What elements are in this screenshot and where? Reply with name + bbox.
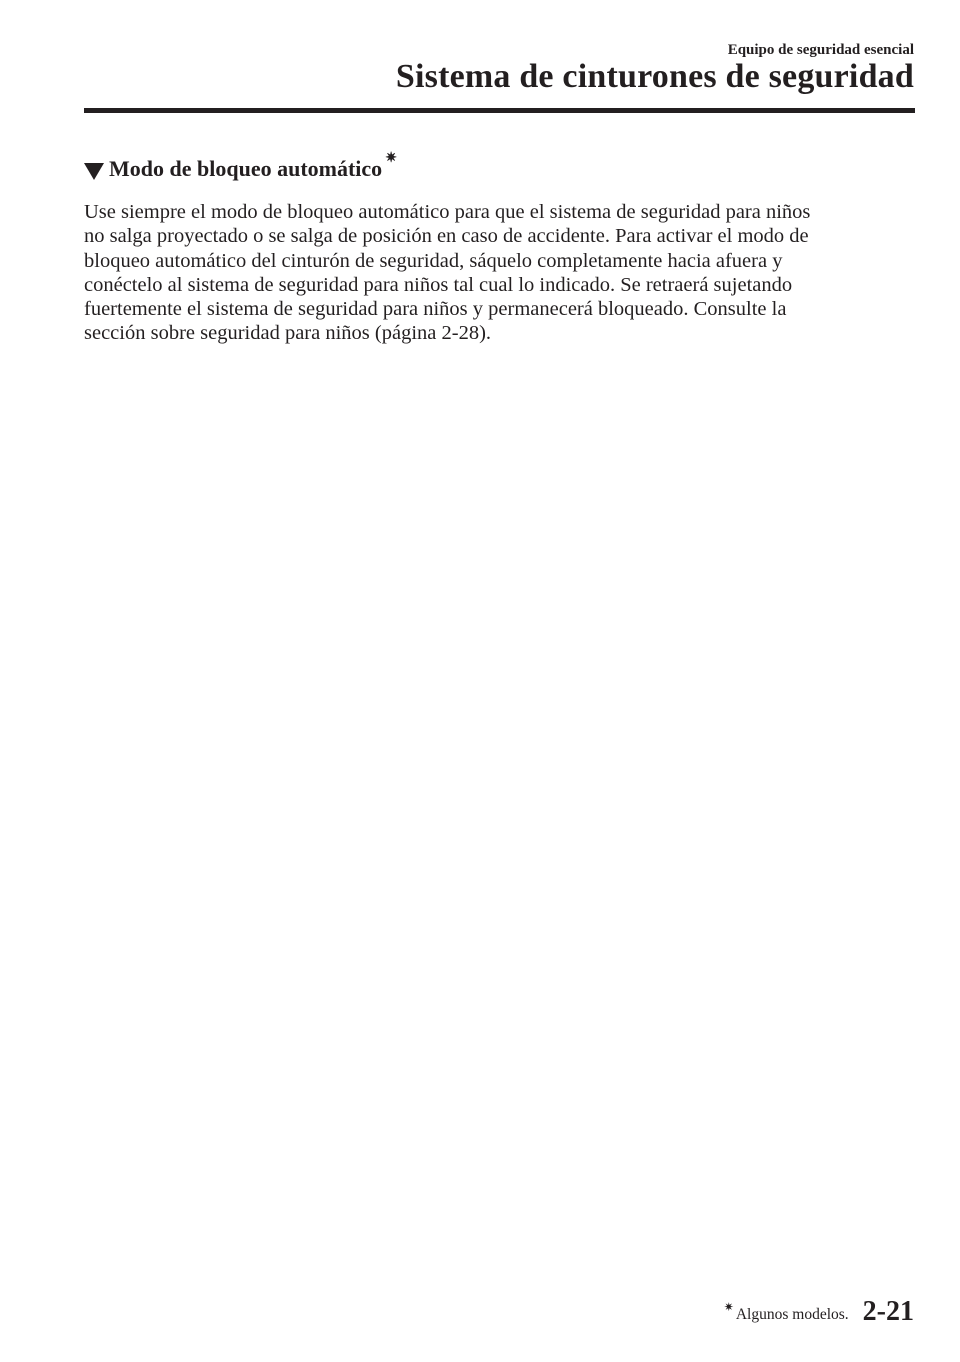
asterisk-icon: ✷	[385, 151, 397, 166]
page-number: 2-21	[862, 1296, 914, 1327]
section-title: Sistema de cinturones de seguridad	[395, 58, 914, 95]
body-paragraph	[84, 200, 914, 346]
paragraph-line: sección sobre seguridad para niños (página 2-28).	[84, 322, 492, 345]
subsection-heading-text: Modo de bloqueo automático	[109, 156, 383, 181]
header-divider	[84, 108, 915, 113]
paragraph-line: Use siempre el modo de bloqueo automático para que el sistema de seguridad para niños	[84, 201, 811, 223]
paragraph-line: fuertemente el sistema de seguridad para niños y permanecerá bloqueado. Consulte la	[84, 298, 787, 321]
triangle-down-icon	[84, 163, 104, 180]
paragraph-line: conéctelo al sistema de seguridad para niños tal cual lo indicado. Se retraerá sujetando	[84, 273, 793, 296]
asterisk-icon: ✷	[723, 1300, 734, 1314]
paragraph-line: no salga proyectado o se salga de posición en caso de accidente. Para activar el modo de	[84, 225, 809, 248]
footnote: Algunos modelos.	[735, 1306, 849, 1323]
page-footer	[724, 1298, 914, 1326]
subsection-heading	[84, 151, 397, 182]
chapter-title: Equipo de seguridad esencial	[727, 42, 914, 58]
paragraph-line: bloqueo automático del cinturón de seguridad, sáquelo completamente hacia afuera y	[84, 249, 783, 272]
